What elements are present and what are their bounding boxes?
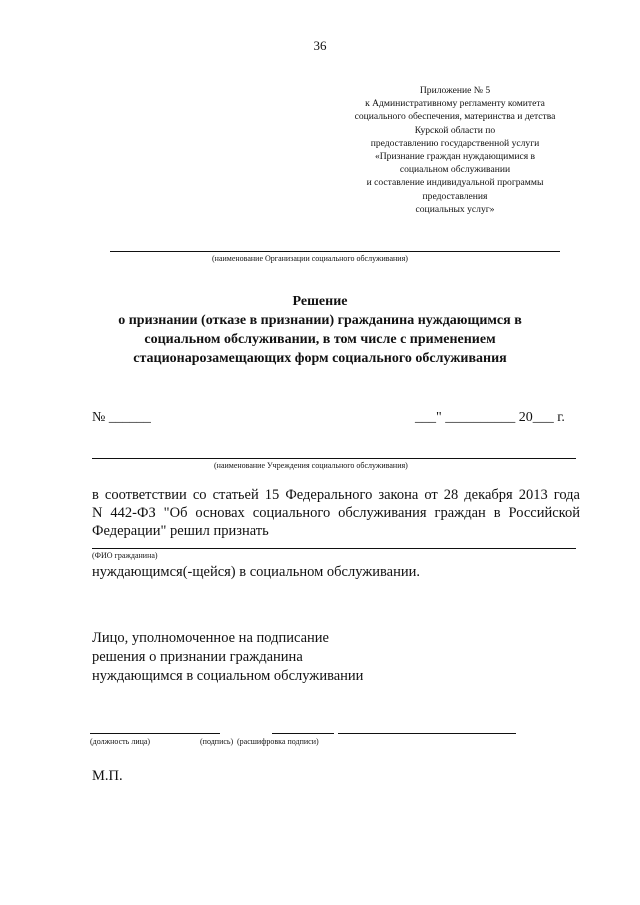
- title-line: стационарозамещающих форм социального обслуживания: [133, 351, 507, 366]
- decision-number-field[interactable]: № ______: [92, 410, 151, 425]
- position-line[interactable]: [90, 733, 220, 734]
- title-line: социальном обслуживании, в том числе с применением: [144, 332, 496, 347]
- appendix-line: социального обеспечения, материнства и детства: [354, 111, 556, 123]
- signature-line[interactable]: [272, 733, 334, 734]
- position-caption: (должность лица): [90, 737, 151, 746]
- title-line: о признании (отказе в признании) гражданина нуждающимся в: [118, 313, 522, 328]
- fio-line[interactable]: [92, 548, 576, 549]
- signatory-line: решения о признании гражданина: [92, 649, 303, 665]
- appendix-line: предоставлению государственной услуги: [370, 137, 540, 149]
- institution-caption: (наименование Учреждения социального обслуживания): [214, 461, 408, 470]
- body-line: Федерации" решил признать: [92, 523, 269, 539]
- appendix-line: Курской области по: [414, 124, 496, 136]
- needy-text: нуждающимся(-щейся) в социальном обслуживании.: [92, 564, 421, 580]
- appendix-line: к Административному регламенту комитета: [365, 98, 545, 110]
- organization-caption: (наименование Организации социального обслуживания): [212, 254, 408, 263]
- decision-date-field[interactable]: ___" __________ 20___ г.: [415, 410, 565, 425]
- signature-caption: (подпись): [200, 737, 234, 746]
- body-paragraph: [92, 486, 580, 540]
- appendix-line: Приложение № 5: [419, 85, 491, 96]
- signatory-line: Лицо, уполномоченное на подписание: [92, 630, 329, 646]
- signatory-line: нуждающимся в социальном обслуживании: [92, 668, 364, 684]
- signatory-block: [92, 629, 363, 686]
- document-title: [60, 292, 580, 368]
- page-number: 36: [313, 38, 327, 53]
- appendix-line: и составление индивидуальной программы: [366, 177, 544, 189]
- appendix-line: «Признание граждан нуждающимися в: [374, 151, 536, 163]
- organization-line[interactable]: [110, 251, 560, 252]
- fio-caption: (ФИО гражданина): [92, 551, 158, 560]
- appendix-line: социальном обслуживании: [399, 164, 511, 176]
- body-line: N 442-ФЗ "Об основах социального обслуживания граждан в Российской: [92, 505, 580, 521]
- appendix-line: социальных услуг»: [415, 203, 495, 215]
- body-line: в соответствии со статьей 15 Федерального закона от 28 декабря 2013 года: [92, 487, 580, 503]
- transcript-line[interactable]: [338, 733, 516, 734]
- institution-line[interactable]: [92, 458, 576, 459]
- transcript-caption: (расшифровка подписи): [237, 737, 319, 746]
- stamp-label: М.П.: [92, 768, 123, 784]
- appendix-line: предоставления: [422, 190, 488, 202]
- appendix-header: [330, 84, 580, 216]
- title-line: Решение: [292, 294, 348, 309]
